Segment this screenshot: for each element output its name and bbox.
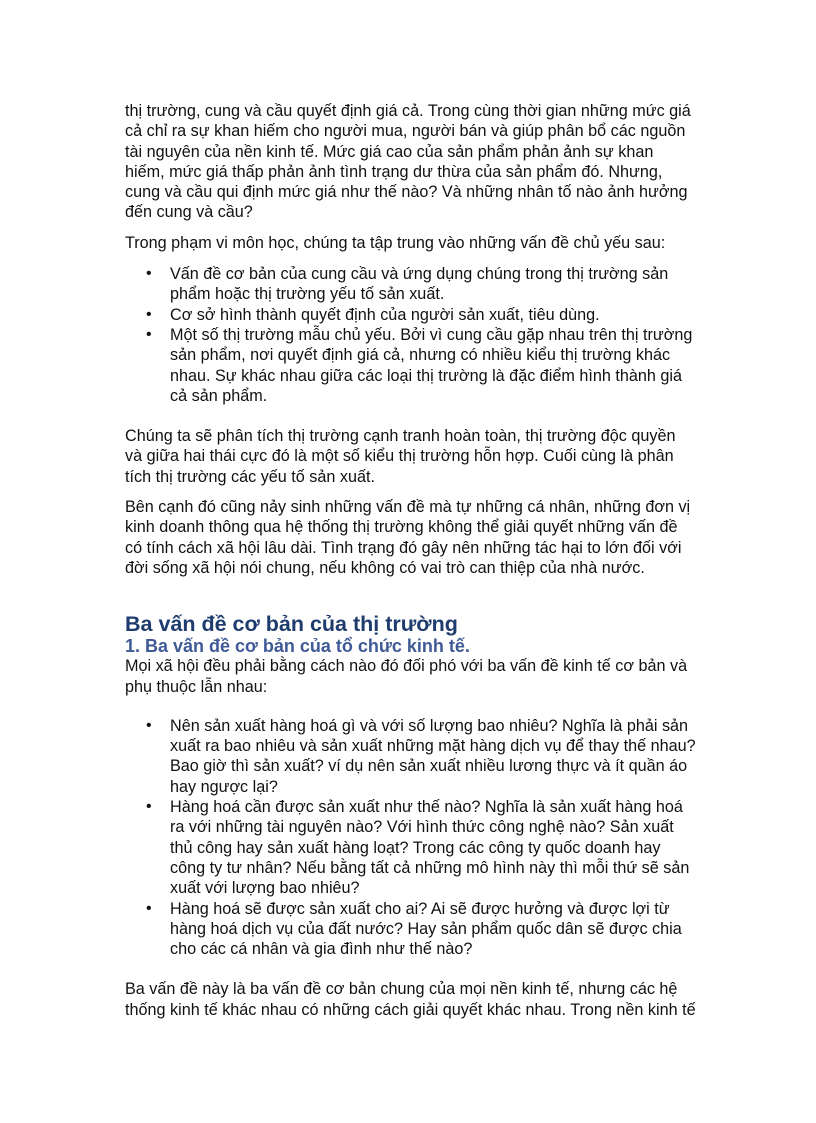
- paragraph-conclusion: Ba vấn đề này là ba vấn đề cơ bản chung của mọi nền kinh tế, nhưng các hệ thống kinh tế khác nhau có những cách giải quyết khác nhau. Trong nền kinh tế: [125, 980, 696, 1019]
- list-item: • Vấn đề cơ bản của cung cầu và ứng dụng chúng trong thị trường sản phẩm hoặc thị trường yếu tố sản xuất.: [170, 264, 697, 305]
- paragraph-scope: Trong phạm vi môn học, chúng ta tập trung vào những vấn đề chủ yếu sau:: [125, 233, 666, 252]
- document-page: [125, 101, 697, 1020]
- list-item: • Cơ sở hình thành quyết định của người sản xuất, tiêu dùng.: [170, 305, 697, 325]
- paragraph-intro: thị trường, cung và cầu quyết định giá cả. Trong cùng thời gian những mức giá cả chỉ ra sự khan hiếm cho người mua, người bán và giúp phân bổ các nguồn tài nguyên của nền kinh tế. Mức giá cao của sản phẩm phản ảnh sự khan hiếm, mức giá thấp phản ảnh tình trạng dư thừa của sản phẩm đó. Nhưng, cung và cầu qui định mức giá như thế nào? Và những nhân tố nào ảnh hưởng đến cung và cầu?: [125, 102, 691, 222]
- bullet-list-topics: [125, 264, 697, 406]
- list-item: • Một số thị trường mẫu chủ yếu. Bởi vì cung cầu gặp nhau trên thị trường sản phẩm, nơi quyết định giá cả, nhưng có nhiều kiểu thị trường khác nhau. Sự khác nhau giữa các loại thị trường là đặc điểm hình thành giá cả sản phẩm.: [170, 325, 697, 406]
- section-heading: Ba vấn đề cơ bản của thị trường: [125, 612, 458, 637]
- list-item: • Hàng hoá cần được sản xuất như thế nào? Nghĩa là sản xuất hàng hoá ra với những tài nguyên nào? Với hình thức công nghệ nào? Sản xuất thủ công hay sản xuất hàng loạt? Trong các công ty quốc doanh hay công ty tư nhân? Nếu bằng tất cả những mô hình này thì mỗi thứ sẽ sản xuất với lượng bao nhiêu?: [170, 797, 697, 898]
- paragraph-markets: Chúng ta sẽ phân tích thị trường cạnh tranh hoàn toàn, thị trường độc quyền và giữa hai thái cực đó là một số kiểu thị trường hỗn hợp. Cuối cùng là phân tích thị trường các yếu tố sản xuất.: [125, 427, 676, 486]
- list-item: • Nên sản xuất hàng hoá gì và với số lượng bao nhiêu? Nghĩa là phải sản xuất ra bao nhiêu và sản xuất những mặt hàng dịch vụ để thay thế nhau? Bao giờ thì sản xuất? ví dụ nên sản xuất nhiều lương thực và ít quần áo hay ngược lại?: [170, 716, 697, 797]
- subsection-heading: 1. Ba vấn đề cơ bản của tổ chức kinh tế.: [125, 636, 470, 657]
- paragraph-state-role: Bên cạnh đó cũng nảy sinh những vấn đề mà tự những cá nhân, những đơn vị kinh doanh thông qua hệ thống thị trường không thể giải quyết những vấn đề có tính cách xã hội lâu dài. Tình trạng đó gây nên những tác hại to lớn đối với đời sống xã hội nói chung, nếu không có vai trò can thiệp của nhà nước.: [125, 498, 691, 577]
- bullet-list-questions: [125, 716, 697, 960]
- list-item: • Hàng hoá sẽ được sản xuất cho ai? Ai sẽ được hưởng và được lợi từ hàng hoá dịch vụ của đất nước? Hay sản phẩm quốc dân sẽ được chia cho các cá nhân và gia đình như thế nào?: [170, 899, 697, 960]
- paragraph-three-problems: Mọi xã hội đều phải bằng cách nào đó đối phó với ba vấn đề kinh tế cơ bản và phụ thuộc lẫn nhau:: [125, 657, 688, 696]
